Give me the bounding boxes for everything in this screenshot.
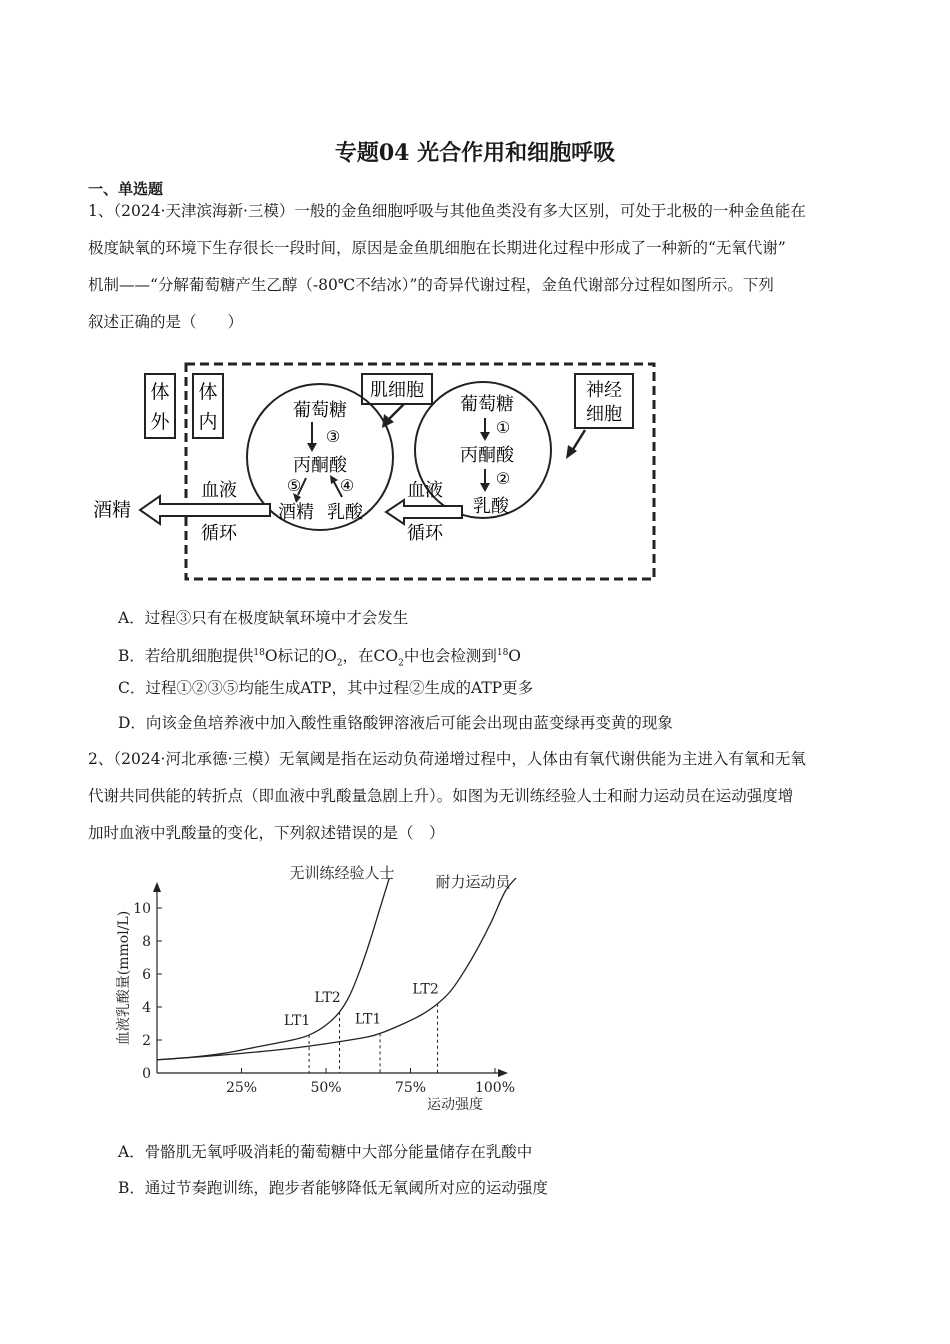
series-label: 耐力运动员	[435, 873, 511, 891]
svg-text:循环: 循环	[201, 523, 237, 544]
question-2-line: 2、（2024·河北承德·三模）无氧阈是指在运动负荷递增过程中，人体由有氧代谢供能为主进入有氧和无氧	[88, 750, 806, 768]
nerve-cell-label: 细胞	[586, 404, 622, 425]
muscle-cell-label: 肌细胞	[370, 380, 424, 401]
threshold-label: LT2	[412, 981, 439, 998]
threshold-label: LT2	[314, 989, 341, 1006]
y-axis-arrow	[153, 882, 161, 892]
goldfish-metabolism-diagram	[0, 0, 950, 600]
nerve-lactate: 乳酸	[473, 496, 509, 517]
series-line	[157, 875, 519, 1060]
question-1-line: 1、（2024·天津滨海新·三模）一般的金鱼细胞呼吸与其他鱼类没有多大区别，可处于北极的一种金鱼能在	[88, 202, 806, 220]
x-tick-label: 75%	[394, 1080, 427, 1096]
step-1: ①	[495, 418, 511, 437]
muscle-glucose: 葡萄糖	[293, 400, 347, 421]
blood-arrow-nerve-to-muscle	[386, 500, 462, 524]
question-1-line: 极度缺氧的环境下生存很长一段时间，原因是金鱼肌细胞在长期进化过程中形成了一种新的“无氧代谢”	[88, 239, 786, 257]
y-tick-label: 8	[142, 934, 151, 950]
muscle-pyruvate: 丙酮酸	[293, 455, 347, 476]
threshold-label: LT1	[354, 1011, 382, 1028]
option-2A: A．骨骼肌无氧呼吸消耗的葡萄糖中大部分能量储存在乳酸中	[118, 1143, 533, 1161]
outside-label: 体	[150, 381, 170, 403]
step-4: ④	[339, 476, 355, 495]
svg-text:血液: 血液	[407, 480, 443, 501]
option-2B: B．通过节奏跑训练，跑步者能够降低无氧阈所对应的运动强度	[118, 1179, 548, 1197]
option-1C: C．过程①②③⑤均能生成ATP，其中过程②生成的ATP更多	[118, 679, 534, 697]
series-label: 无训练经验人士	[289, 864, 395, 882]
question-1-line: 机制——“分解葡萄糖产生乙醇（-80℃不结冰）”的奇异代谢过程，金鱼代谢部分过程如图所示。下列	[88, 276, 774, 294]
nerve-cell-label: 神经	[586, 380, 622, 401]
inside-label: 内	[198, 411, 218, 433]
lactate-chart	[0, 850, 950, 1150]
y-tick-label: 0	[142, 1066, 151, 1082]
option-1B: B．若给肌细胞提供$^{18}$O标记的$O_2$，在$CO_2$中也会检测到$^{18}$O	[118, 647, 522, 669]
ethanol-excreted: 酒精	[92, 499, 132, 521]
option-1A: A．过程③只有在极度缺氧环境中才会发生	[118, 609, 409, 627]
outside-label: 外	[150, 411, 170, 433]
question-2-stem	[88, 741, 868, 852]
y-tick-label: 10	[133, 901, 151, 917]
svg-text:血液: 血液	[201, 480, 237, 501]
page-title: 专题04 光合作用和细胞呼吸	[334, 140, 616, 166]
x-tick-label: 50%	[310, 1080, 342, 1096]
x-tick-label: 100%	[474, 1080, 516, 1096]
x-axis-label: 运动强度	[427, 1097, 483, 1113]
question-1-line: 叙述正确的是（ ）	[88, 313, 244, 331]
step-2: ②	[495, 469, 511, 488]
step-5: ⑤	[286, 476, 302, 495]
threshold-label: LT1	[283, 1013, 311, 1030]
nerve-pyruvate: 丙酮酸	[460, 445, 514, 466]
section-heading: 一、单选题	[88, 180, 164, 198]
nerve-glucose: 葡萄糖	[460, 394, 514, 415]
question-2-line: 加时血液中乳酸量的变化，下列叙述错误的是（ ）	[88, 824, 445, 842]
svg-text:循环: 循环	[407, 523, 443, 544]
y-axis-label: 血液乳酸量(mmol/L)	[116, 910, 132, 1046]
y-tick-label: 2	[142, 1033, 151, 1049]
option-1D: D．向该金鱼培养液中加入酸性重铬酸钾溶液后可能会出现由蓝变绿再变黄的现象	[118, 714, 673, 732]
x-tick-label: 25%	[225, 1080, 258, 1096]
question-2-line: 代谢共同供能的转折点（即血液中乳酸量急剧上升）。如图为无训练经验人士和耐力运动员在运动强度增	[88, 787, 794, 805]
inside-label: 体	[198, 381, 218, 403]
x-axis-arrow	[498, 1069, 508, 1077]
step-3: ③	[325, 427, 341, 446]
muscle-lactate: 乳酸	[327, 502, 363, 523]
y-tick-label: 4	[142, 1000, 151, 1016]
y-tick-label: 6	[142, 967, 151, 983]
muscle-ethanol: 酒精	[278, 502, 314, 523]
